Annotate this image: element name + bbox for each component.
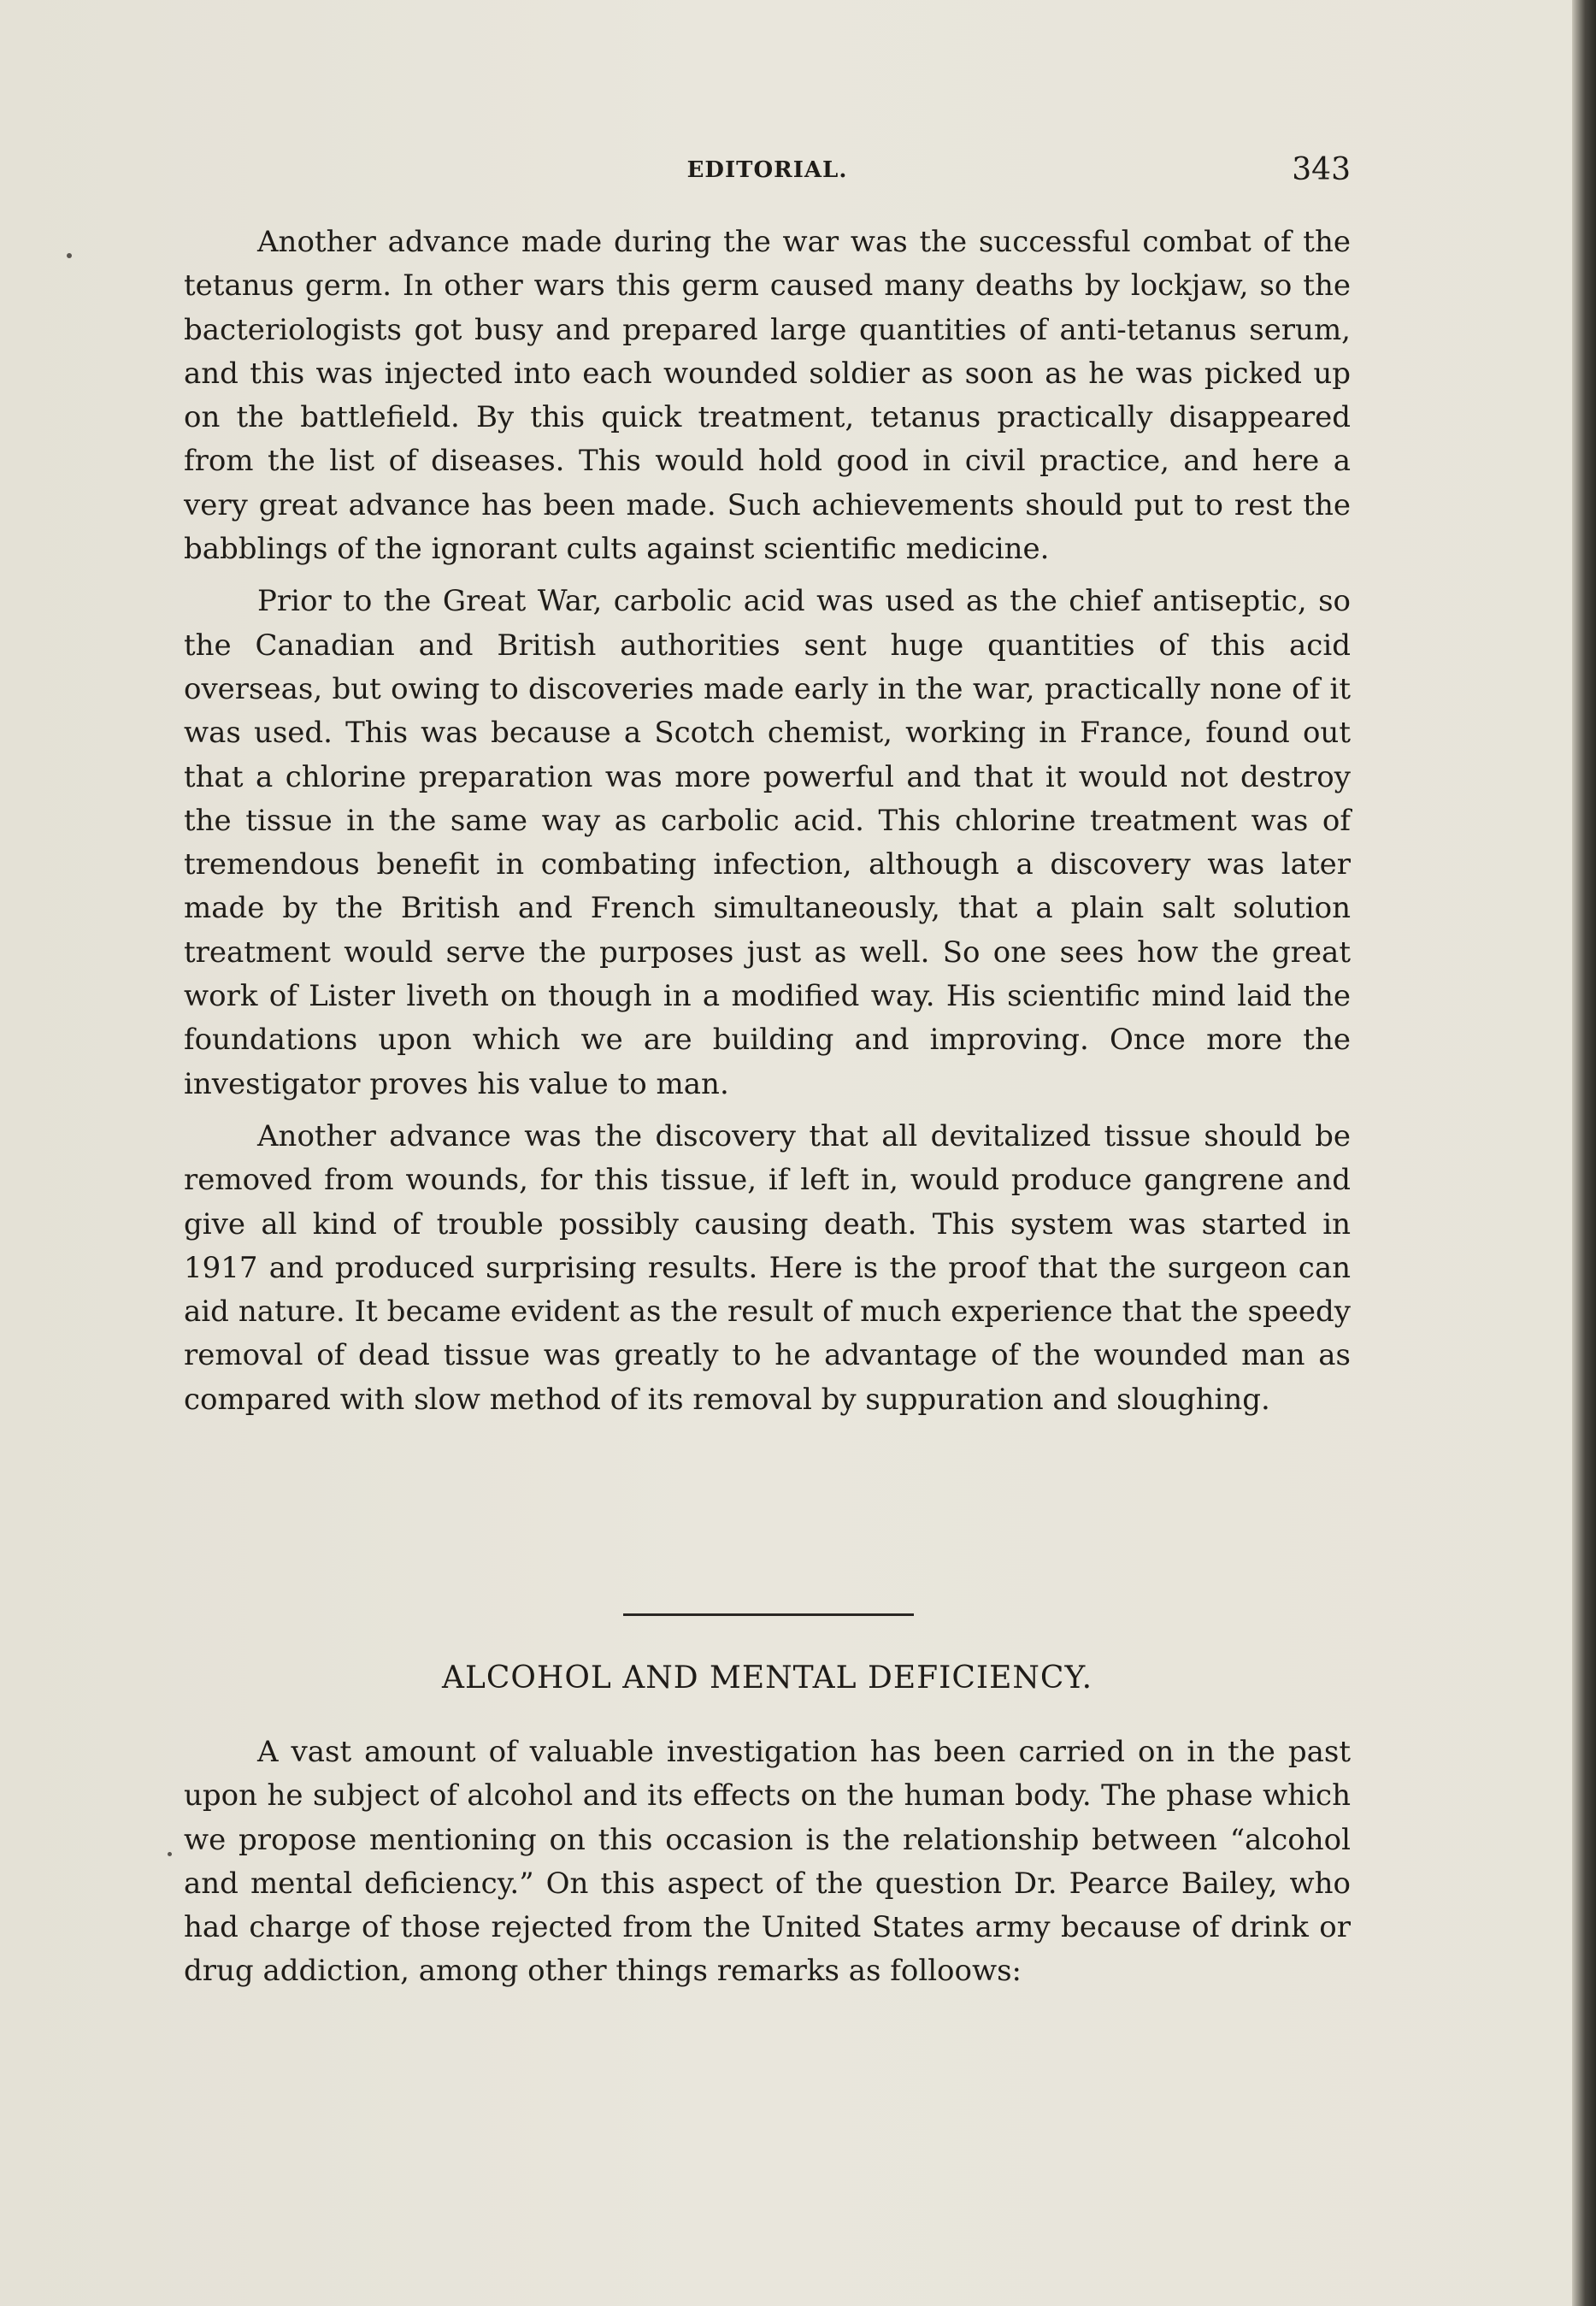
section-divider	[623, 1613, 914, 1616]
paragraph-tetanus: Another advance made during the war was the successful combat of the tetanus germ. In other wars this germ caused many deaths by lockjaw, so the bacteriologists got busy and prepared large quantities of anti-tetanus serum, and this was injected into each wounded soldier as soon as he was picked up on the battlefield. By this quick treatment, tetanus practically disappeared from the list of diseases. This would hold good in civil practice, and here a very great advance has been made. Such achievements should put to rest the babblings of the ignorant cults against scientific medicine.	[184, 225, 1351, 567]
margin-speck	[168, 1852, 172, 1856]
section-body	[184, 1731, 1351, 1994]
page-header	[184, 152, 1351, 195]
paragraph-antiseptic: Prior to the Great War, carbolic acid was used as the chief antiseptic, so the Canadian and British authorities sent huge quantities of this acid overseas, but owing to discoveries made early in the war, practically none of it was used. This was because a Scotch chemist, working in France, found out that a chlorine preparation was more powerful and that it would not destroy the tissue in the same way as carbolic acid. This chlorine treatment was of tremendous benefit in combating infection, although a discovery was later made by the British and French simultaneously, that a plain salt solution treatment would serve the purposes just as well. So one sees how the great work of Lister liveth on though in a modified way. His scientific mind laid the foundations upon which we are building and improving. Once more the investigator proves his value to man.	[184, 584, 1351, 1101]
editorial-body	[184, 221, 1351, 1430]
paragraph-alcohol: A vast amount of valuable investigation has been carried on in the past upon he subject of alcohol and its effects on the human body. The phase which we propose mentioning on this occasion is the relationship between “alcohol and mental deficiency.” On this aspect of the question Dr. Pearce Bailey, who had charge of those rejected from the United States army because of drink or drug addiction, among other things remarks as folloows:	[184, 1735, 1351, 1989]
margin-speck	[67, 253, 72, 258]
page-edge-shadow	[1572, 0, 1596, 2306]
paragraph-devitalized-tissue: Another advance was the discovery that all devitalized tissue should be removed from wounds, for this tissue, if left in, would produce gangrene and give all kind of trouble possibly causing death. This system was started in 1917 and produced surprising results. Here is the proof that the surgeon can aid nature. It became evident as the result of much experience that the speedy removal of dead tissue was greatly to he advantage of the wounded man as compared with slow method of its removal by suppuration and sloughing.	[184, 1118, 1351, 1417]
page-number: 343	[1292, 152, 1351, 187]
running-head: EDITORIAL.	[686, 157, 848, 183]
section-title: ALCOHOL AND MENTAL DEFICIENCY.	[441, 1660, 1093, 1696]
